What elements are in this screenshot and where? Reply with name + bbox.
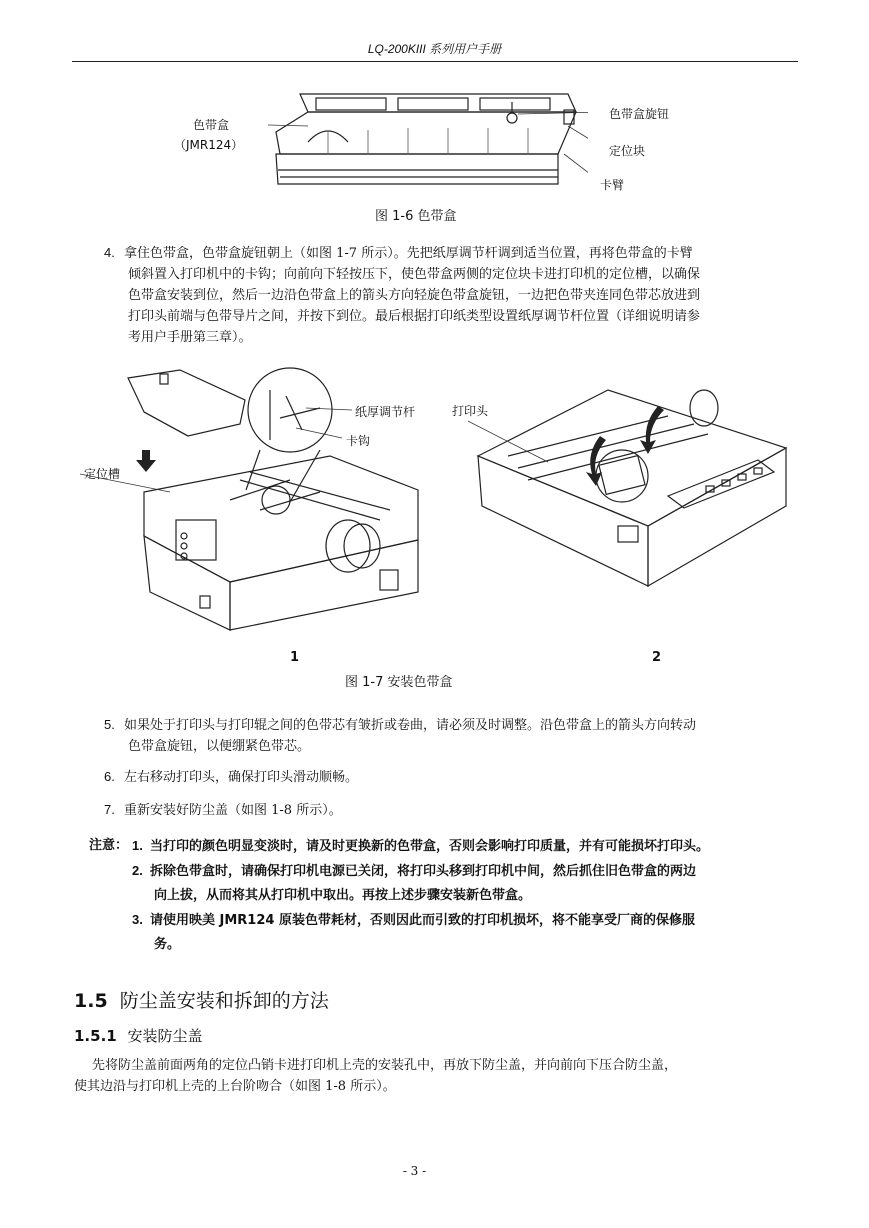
label-hook: 卡钩 — [346, 434, 371, 448]
step-4-line: 拿住色带盒，色带盒旋钮朝上（如图 1-7 所示）。先把纸厚调节杆调到适当位置，再将色带盒的卡臂 — [124, 246, 693, 261]
label-model: （JMR124） — [174, 138, 244, 152]
running-header: LQ-200KIII 系列用户手册 — [367, 42, 502, 56]
step-4-line: 打印头前端与色带导片之间，并按下到位。最后根据打印纸类型设置纸厚调节杆位置（详细说明请参 — [128, 309, 701, 324]
section-number: 1.5 — [74, 990, 108, 1012]
step-4-line: 倾斜置入打印机中的卡钩；向前向下轻按压下，使色带盒两侧的定位块卡进打印机的定位槽，以确保 — [128, 267, 701, 282]
figure-caption-1-7: 图 1-7 安装色带盒 — [345, 675, 453, 690]
label-slot: 定位槽 — [84, 467, 121, 481]
step-line: 重新安装好防尘盖（如图 1-8 所示）。 — [124, 803, 342, 818]
label-thickness-lever: 纸厚调节杆 — [355, 405, 416, 419]
sub-figure-number-1: 1 — [290, 650, 300, 665]
note-number: 3. — [132, 912, 143, 927]
body-line: 先将防尘盖前面两角的定位凸销卡进打印机上壳的安装孔中，再放下防尘盖，并向前向下压合防尘盖， — [92, 1058, 678, 1073]
note-number: 2. — [132, 863, 143, 878]
ribbon-cartridge-illustration — [268, 82, 588, 197]
label-print-head: 打印头 — [452, 404, 489, 418]
note-2 — [132, 859, 812, 908]
note-line: 请使用映美 JMR124 原装色带耗材，否则因此而引致的打印机损坏，将不能享受厂商的保修服 — [150, 913, 695, 928]
step-number: 6. — [104, 769, 115, 784]
header-rule — [72, 61, 798, 62]
note-label: 注意： — [89, 838, 129, 853]
step-line: 色带盒旋钮，以便绷紧色带芯。 — [128, 739, 311, 754]
step-4 — [104, 242, 804, 348]
subsection-title: 安装防尘盖 — [127, 1027, 203, 1045]
step-5 — [104, 714, 804, 757]
step-4-line: 考用户手册第三章）。 — [128, 330, 252, 345]
figure-caption-1-6: 图 1-6 色带盒 — [375, 209, 457, 224]
section-heading — [74, 986, 329, 1013]
step-number: 5. — [104, 717, 115, 732]
note-line: 拆除色带盒时，请确保打印机电源已关闭，将打印头移到打印机中间，然后抓住旧色带盒的两边 — [150, 864, 697, 879]
body-paragraph — [74, 1055, 804, 1097]
note-1 — [132, 834, 812, 859]
note-number: 1. — [132, 838, 143, 853]
printer-install-illustration-2 — [468, 376, 788, 596]
note-3 — [132, 908, 812, 957]
subsection-heading — [74, 1025, 203, 1046]
step-6 — [104, 766, 804, 788]
page-number: - 3 - — [402, 1164, 427, 1178]
step-7 — [104, 799, 804, 821]
label-locator: 定位块 — [609, 144, 646, 158]
note-line: 务。 — [154, 937, 181, 952]
step-4-number: 4. — [104, 245, 115, 260]
step-4-line: 色带盒安装到位，然后一边沿色带盒上的箭头方向轻旋色带盒旋钮，一边把色带夹连同色带芯放进到 — [128, 288, 701, 303]
step-line: 左右移动打印头，确保打印头滑动顺畅。 — [124, 770, 359, 785]
step-number: 7. — [104, 802, 115, 817]
label-arm: 卡臂 — [600, 178, 625, 192]
step-line: 如果处于打印头与打印辊之间的色带芯有皱折或卷曲，请必须及时调整。沿色带盒上的箭头方向转动 — [124, 718, 697, 733]
note-line: 当打印的颜色明显变淡时，请及时更换新的色带盒，否则会影响打印质量，并有可能损坏打印头。 — [150, 839, 710, 854]
section-title: 防尘盖安装和拆卸的方法 — [119, 990, 329, 1012]
body-line: 使其边沿与打印机上壳的上台阶吻合（如图 1-8 所示）。 — [74, 1079, 396, 1094]
label-knob: 色带盒旋钮 — [609, 107, 670, 121]
sub-figure-number-2: 2 — [652, 650, 662, 665]
label-cartridge: 色带盒 — [193, 118, 230, 132]
note-line: 向上拔，从而将其从打印机中取出。再按上述步骤安装新色带盒。 — [154, 888, 532, 903]
subsection-number: 1.5.1 — [74, 1027, 117, 1045]
